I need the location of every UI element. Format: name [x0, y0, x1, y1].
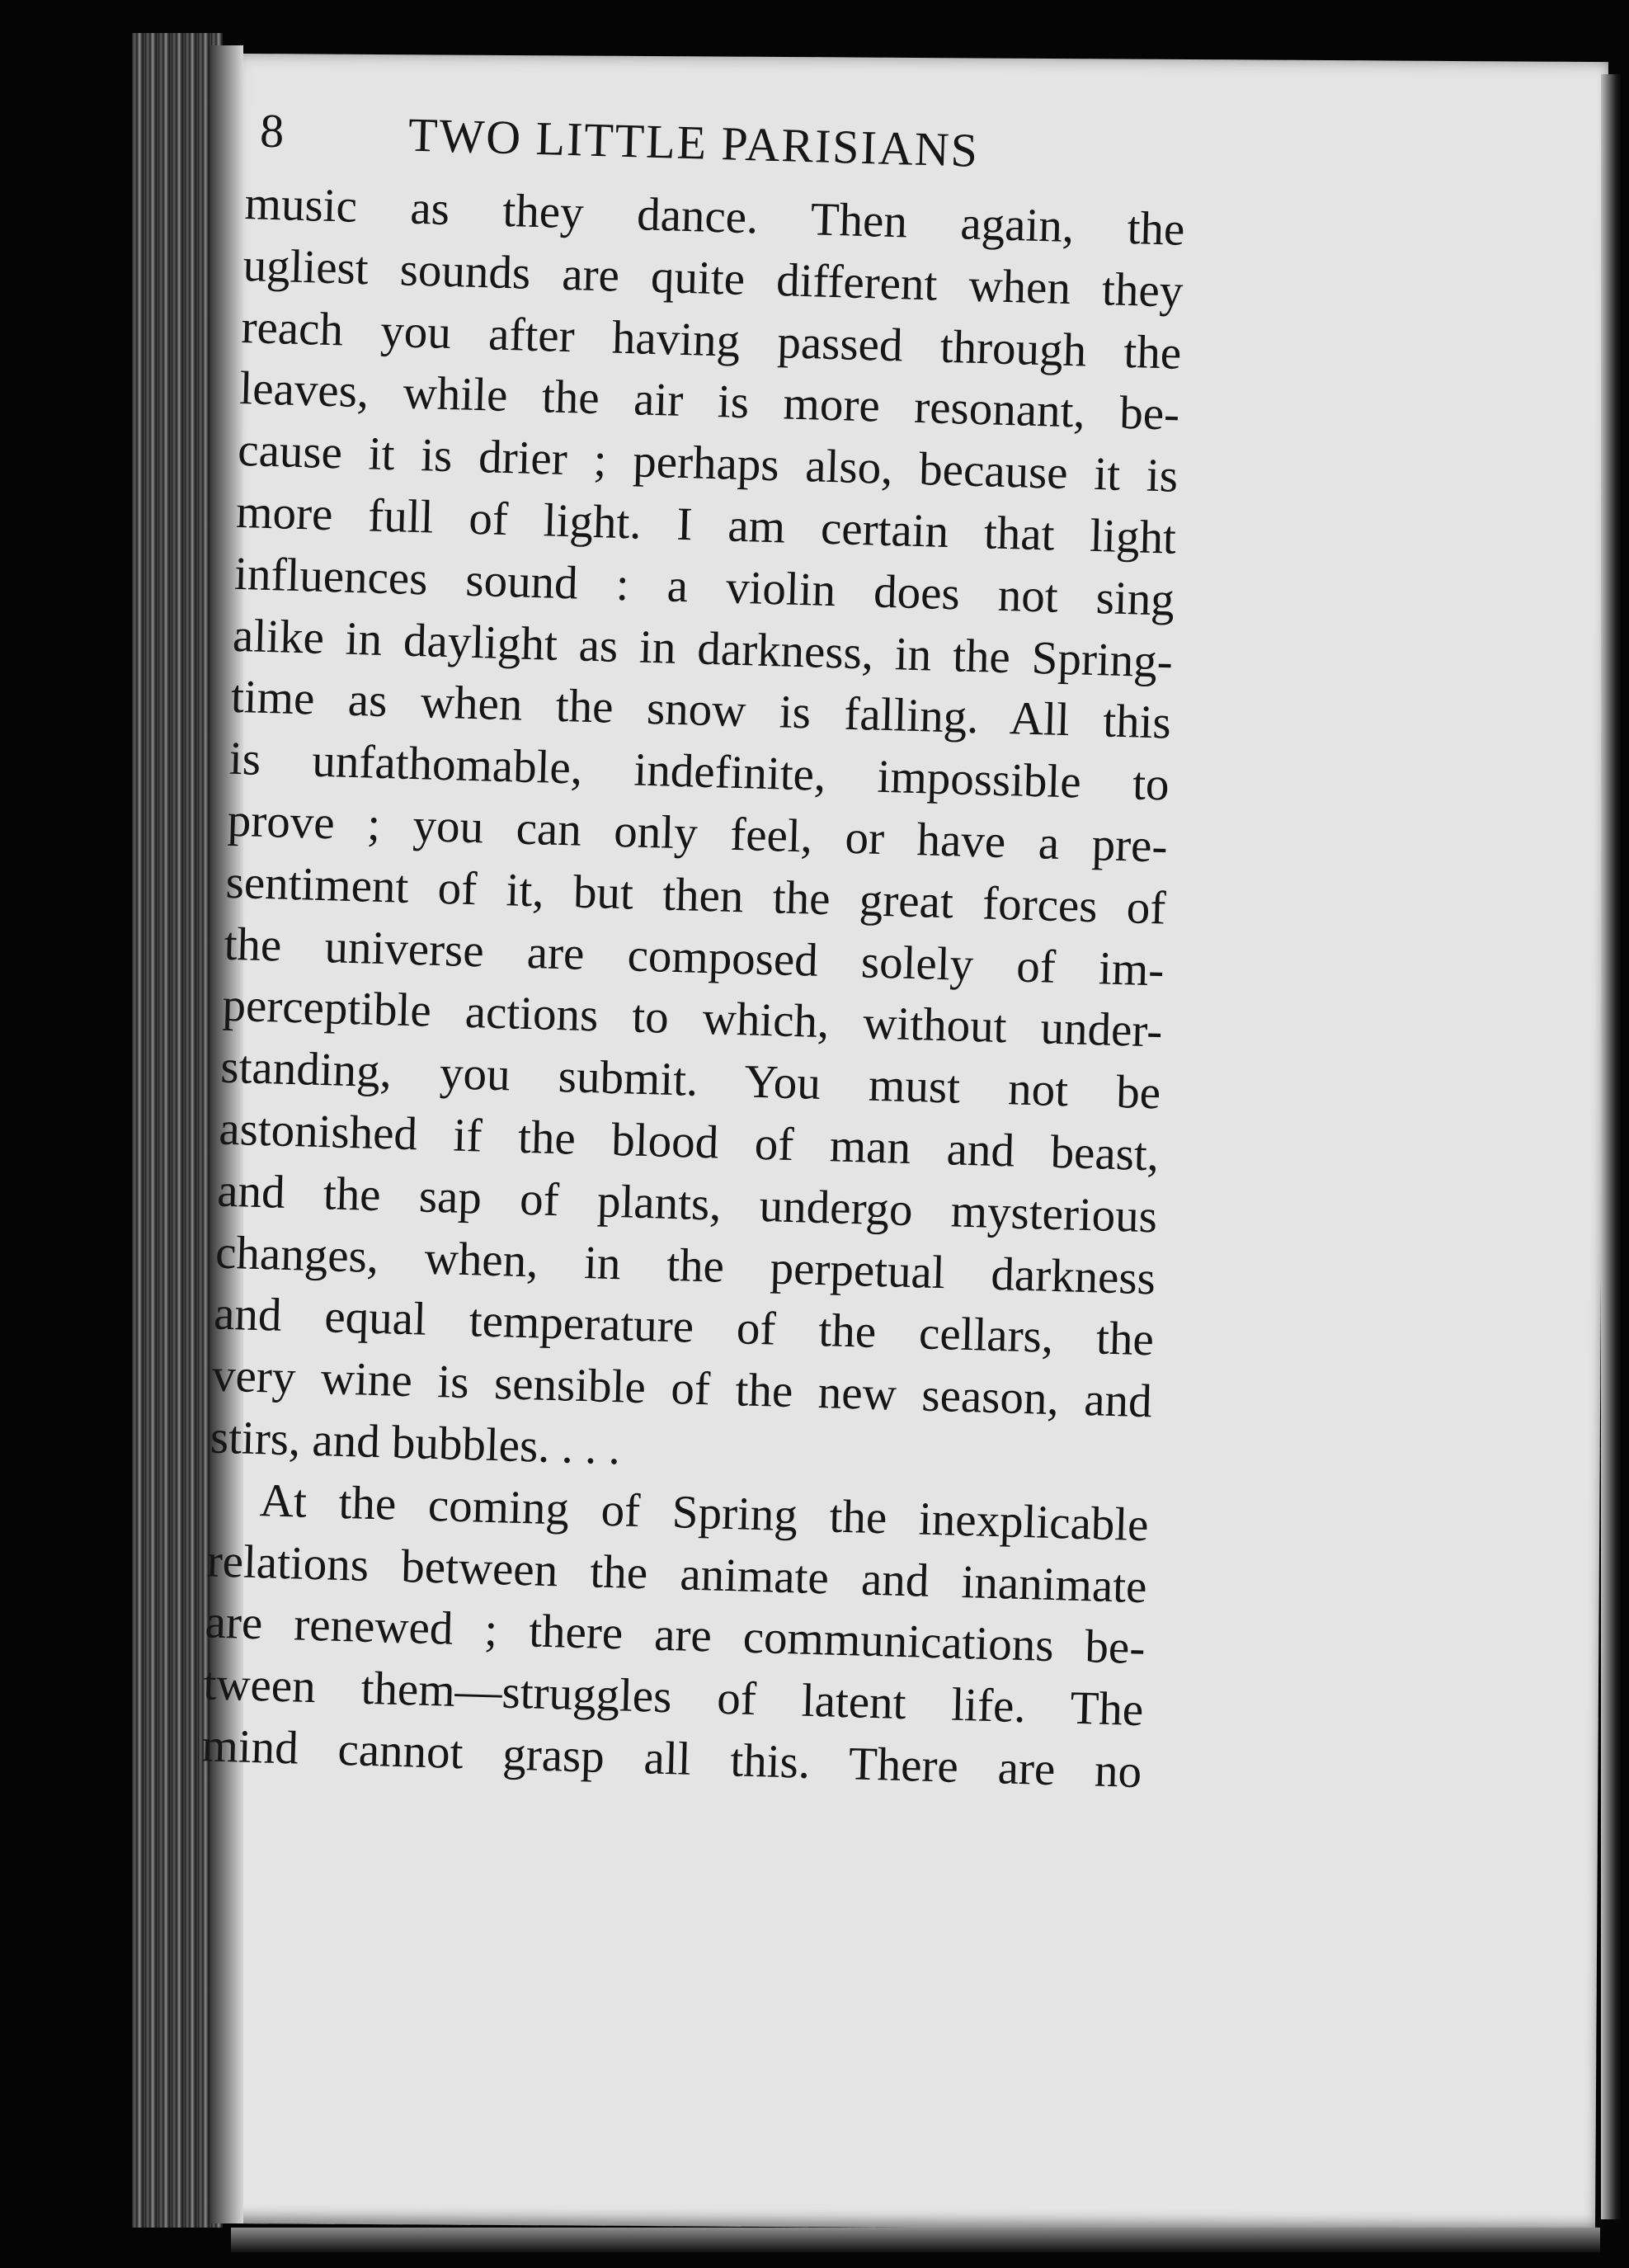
text-line: time as when the snow is falling. All this [230, 671, 1172, 749]
text-line: reach you after having passed through the [240, 300, 1183, 380]
text-line: are renewed ; there are communications be- [204, 1596, 1146, 1675]
text-line: and equal temperature of the cellars, the [213, 1287, 1155, 1366]
text-line: and the sap of plants, undergo mysterious [216, 1164, 1158, 1243]
text-line: stirs, and bubbles. . . . [210, 1411, 621, 1475]
text-line: more full of light. I am certain that light [235, 485, 1177, 564]
page-text-block [201, 102, 1188, 1804]
text-line: relations between the animate and inanimate [205, 1534, 1148, 1613]
text-line: influences sound : a violin does not sing [233, 547, 1175, 626]
text-line: At the coming of Spring the inexplicable [259, 1473, 1150, 1551]
text-line: standing, you submit. You must not be [219, 1040, 1161, 1120]
page-number: 8 [259, 103, 286, 158]
text-line: music as they dance. Then again, the [243, 177, 1186, 256]
text-line: the universe are composed solely of im- [223, 917, 1165, 997]
paragraph [210, 173, 1185, 1495]
paragraph [201, 1469, 1150, 1804]
text-line: sentiment of it, but then the great forces of [224, 856, 1167, 935]
text-line: prove ; you can only feel, or have a pre- [227, 794, 1169, 873]
text-line: mind cannot grasp all this. There are no [200, 1719, 1143, 1799]
text-line: alike in daylight as in darkness, in the Spring- [232, 609, 1174, 688]
text-line: tween them—struggles of latent life. The [202, 1657, 1145, 1737]
page-right-edge [1601, 74, 1622, 2219]
text-line: changes, when, in the perpetual darkness [214, 1226, 1156, 1304]
text-line: cause it is drier ; perhaps also, because it is [237, 424, 1179, 502]
book-binding-edge [132, 33, 223, 2228]
running-title: TWO LITTLE PARISIANS [407, 107, 980, 177]
text-line: leaves, while the air is more resonant, be- [238, 362, 1180, 441]
text-line: very wine is sensible of the new season, and [211, 1349, 1153, 1428]
text-line: perceptible actions to which, without under- [221, 979, 1164, 1058]
page-bottom-edge [231, 2228, 1600, 2252]
body-text [201, 173, 1186, 1804]
text-line: is unfathomable, indefinite, impossible to [228, 732, 1170, 811]
text-line: astonished if the blood of man and beast, [218, 1102, 1160, 1181]
text-line: ugliest sounds are quite different when they [242, 238, 1184, 318]
